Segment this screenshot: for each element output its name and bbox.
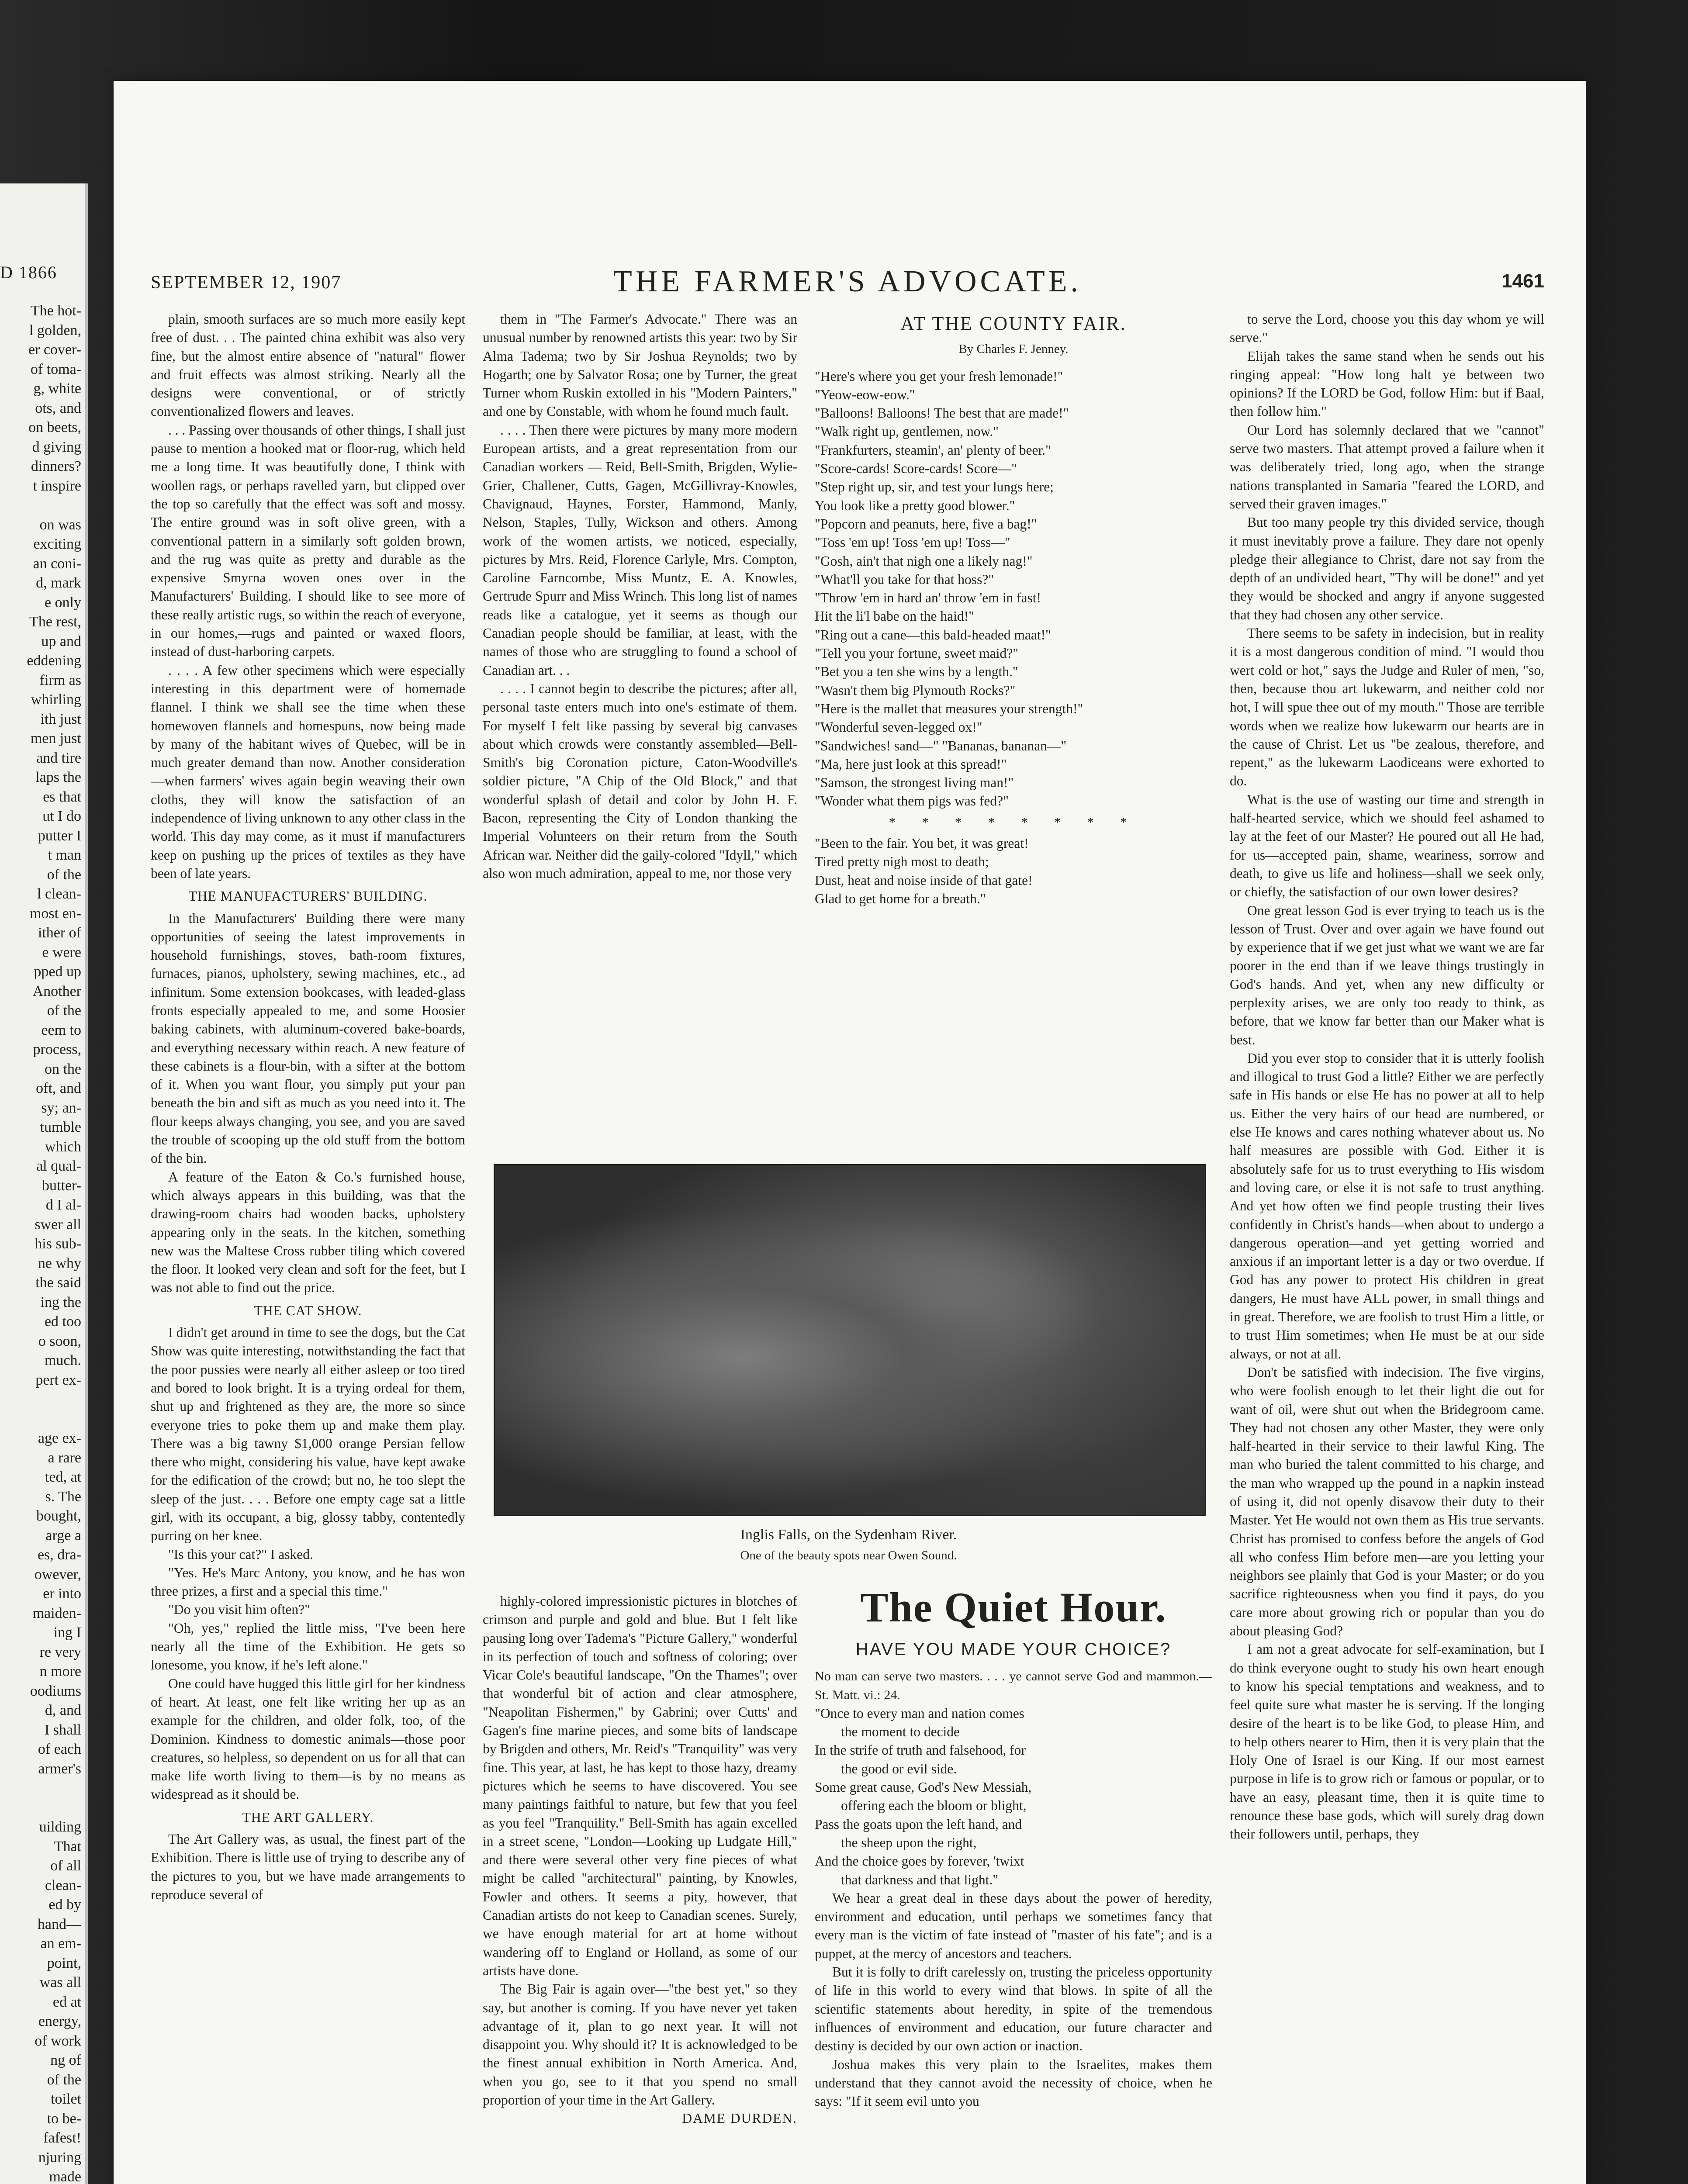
paragraph: . . . . Then there were pictures by many more modern European artists, and a great representation from our Canadian workers — Reid, Bell-Smith, Brigden, Wylie-Grier, Challener, Cutts, Gagen, McGillivray-Knowles, Chavignaud, Haynes, Forster, Hammond, Manly, Nelson, Staples, Tully, Wickson and others. Among work of the women artists, we noticed, especially, pictures by Mrs. Reid, Florence Carlyle, Mrs. Compton, Caroline Farncombe, Miss Muntz, E. A. Knowles, Gertrude Spurr and Miss Wrinch. This long list of names reads like a catalogue, yet it seems as though our Canadian people should be familiar, at least, with the names of those who are struggling to found a school of Canadian art. . . (483, 422, 797, 678)
text-fragment: g, white (33, 380, 81, 397)
photo-figure (485, 1164, 1212, 1562)
column-1 (151, 310, 465, 2184)
text-fragment: I shall (44, 1721, 81, 1738)
poem-line: "Bet you a ten she wins by a length." (815, 664, 1018, 680)
poem-line: the moment to decide (841, 1724, 960, 1740)
text-fragment: ted, at (45, 1469, 81, 1485)
text-fragment: s. The (45, 1488, 81, 1505)
text-fragment: to be- (47, 2110, 81, 2127)
text-fragment: on beets, (28, 419, 81, 435)
poem-line: "Score-cards! Score-cards! Score—" (815, 461, 1017, 477)
previous-page-edge (0, 183, 88, 2184)
text-fragment: The hot- (30, 303, 81, 319)
text-fragment: Another (32, 983, 81, 999)
poem-line: the sheep upon the right, (841, 1835, 977, 1850)
text-fragment: of toma- (30, 361, 81, 377)
running-header (151, 264, 1544, 299)
text-fragment: arge a (45, 1527, 81, 1544)
text-fragment: and tire (36, 750, 81, 766)
text-fragment: d, mark (36, 575, 81, 591)
paragraph: Elijah takes the same stand when he sends out his ringing appeal: "How long halt ye between two opinions? If the LORD be God, follow Him: but if Baal, then follow him." (1230, 348, 1544, 419)
text-fragment: swer all (35, 1216, 81, 1233)
masthead-title: THE FARMER'S ADVOCATE. (613, 265, 1082, 298)
poem-line: Tired pretty nigh most to death; (815, 854, 989, 870)
paragraph: The Art Gallery was, as usual, the finest part of the Exhibition. There is little use of trying to describe any of the pictures to you, but we have made arrangements to reproduce several of (151, 1832, 465, 1902)
text-fragment: ing the (40, 1294, 81, 1310)
paragraph: I didn't get around in time to see the dogs, but the Cat Show was quite interesting, notwithstanding the fact that the poor pussies were nearly all either asleep or too tired and bored to look bright. It is a trying ordeal for them, shut up and frightened as they are, the more so since everyone tries to poke them up and make them play. There was a big tawny $1,000 orange Persian fellow there who might, considering his value, have kept awake for the edification of the crowd; but no, he too slept the sleep of the just. . . . Before one empty cage sat a little girl, with its occupant, a big, glossy tabby, contentedly purring on her knee. (151, 1325, 465, 1544)
text-fragment: o soon, (38, 1333, 81, 1349)
text-fragment: re very (39, 1644, 81, 1660)
text-fragment: d giving (32, 439, 81, 455)
text-fragment: d I al- (45, 1197, 81, 1213)
paragraph: plain, smooth surfaces are so much more easily kept free of dust. . . The painted china exhibit was also very fine, but the almost entire absence of "natural" flower and fruit effects was almost striking. Nearly all the designs were conventional, or of strictly conventionalized flowers and leaves. (151, 311, 465, 419)
text-fragment: pped up (34, 964, 81, 980)
paragraph: to serve the Lord, choose you this day whom ye will serve." (1230, 311, 1544, 346)
poem-line: "Once to every man and nation comes (815, 1705, 1024, 1721)
poem-line: Dust, heat and noise inside of that gate! (815, 872, 1033, 888)
text-fragment: uilding (39, 1819, 81, 1835)
paragraph: "Do you visit him often?" (168, 1602, 310, 1617)
text-fragment: eddening (27, 653, 81, 669)
paragraph: them in "The Farmer's Advocate." There was an unusual number by renowned artists this year: two by Sir Alma Tadema; two by Sir Joshua Reynolds; two by Hogarth; one by Salvator Rosa; one by Turner, the great Turner whom Ruskin extolled in his "Modern Painters," and one by Constable, with whom he found much fault. (483, 311, 797, 419)
text-fragment: a rare (48, 1449, 81, 1466)
paragraph: "Oh, yes," replied the little miss, "I've been here nearly all the time of the Exhibition. He gets so lonesome, you know, if he's left alone." (151, 1620, 465, 1673)
text-fragment: ed by (48, 1897, 81, 1913)
paragraph: . . . Passing over thousands of other things, I shall just pause to mention a hooked mat or floor-rug, which held me a long time. It was beautifully done, I think with woollen rags, or perhaps ravelled yarn, but clipped over the top so carefully that the effect was soft and mossy. The entire ground was in soft olive green, with a conventional pattern in a similarly soft golden brown, and the rug was quite as pretty and durable as the expensive Smyrna woven ones over in the Manufacturers' Building. I should like to see more of these really artistic rugs, so within the reach of everyone, in our homes,—rugs and painted or waxed floors, instead of dust-harboring carpets. (151, 422, 465, 660)
previous-page-text-column (3, 301, 81, 2184)
poem-body (815, 367, 1212, 811)
paragraph: I am not a great advocate for self-examination, but I do think everyone ought to study his own heart enough to know his special temptations and weakness, and to feel quite sure what master he is serving. If the longing desire of the heart is to be like God, to please Him, and to help others nearer to Him, then it is very plain that the Holy One of Israel is our King. If our most earnest purpose in life is to grow rich or famous or popular, or to have an easy, pleasant time, then it is quite time to renounce these base gods, which will surely drag down their followers until, perhaps, they (1230, 1641, 1544, 1842)
text-fragment: e only (44, 594, 81, 611)
text-fragment: an coni- (33, 555, 81, 572)
text-fragment: t man (48, 847, 81, 863)
text-fragment: most en- (29, 905, 81, 922)
text-fragment: es, dra- (37, 1547, 81, 1563)
column-3-poem (815, 310, 1212, 1131)
paragraph: "Is this your cat?" I asked. (168, 1546, 313, 1562)
text-fragment: clean- (45, 1877, 81, 1894)
text-fragment: oft, and (36, 1080, 81, 1096)
text-fragment: fafest! (43, 2130, 81, 2146)
text-fragment: laps the (35, 769, 81, 785)
text-fragment: of all (50, 1858, 81, 1874)
section-heading-art-gallery: THE ART GALLERY. (242, 1809, 374, 1825)
text-fragment: toilet (51, 2091, 81, 2107)
text-fragment: putter I (38, 827, 81, 844)
poem-line: "Gosh, ain't that nigh one a likely nag!" (815, 553, 1033, 569)
paragraph: Don't be satisfied with indecision. The five virgins, who were foolish enough to let their light die out for want of oil, were shut out when the Bridegroom came. They had not chosen any other Master, they were only half-hearted in their service to their lawful King. The man who buried the talent committed to his charge, and the man who wrapped up the pound in a napkin instead of using it, did not openly disavow their duty to their Master. Yet He would not own them as His true servants. Christ has promised to confess before the angels of God all who confess Him before men—are you letting your neighbors see plainly that God is your Master; or do you sacrifice righteousness when you find it pays, do you care more about growing rich or popular than you do about pleasing God? (1230, 1364, 1544, 1639)
column-2-top (483, 310, 797, 1153)
poem-line: the good or evil side. (841, 1761, 957, 1776)
paragraph: One great lesson God is ever trying to teach us is the lesson of Trust. Over and over again we have found out by experience that if we get just what we want we are far poorer in the end than if we leave things trustingly in God's hands. And yet, when any new difficulty or perplexity arises, we are only too ready to think, as before, that we know far better than our Maker what is best. (1230, 902, 1544, 1047)
text-fragment: ng of (50, 2052, 81, 2068)
poem-line: "Here's where you get your fresh lemonade!" (815, 368, 1063, 384)
text-fragment (3, 1798, 81, 1818)
text-fragment: process, (33, 1041, 81, 1057)
text-fragment: l clean- (37, 886, 81, 902)
paragraph: But too many people try this divided service, though it must inevitably prove a failure. They dare not openly pledge their allegiance to Christ, dare not say from the depth of an undivided heart, "Thy will be done!" and yet they would be shocked and angry if anyone suggested that they had chosen any other service. (1230, 515, 1544, 622)
paragraph: A feature of the Eaton & Co.'s furnished house, which always appears in this building, was that the drawing-room chairs had wooden backs, upholstery appearing only in the seats. In the kitchen, something new was the Maltese Cross rubber tiling which covered the floor. It looked very clean and soft for the feet, but I was not able to find out the price. (151, 1169, 465, 1296)
text-fragment: bought, (36, 1508, 81, 1524)
text-fragment: of the (47, 1002, 81, 1019)
paragraph: In the Manufacturers' Building there were many opportunities of seeing the latest improvements in household furnishings, stoves, bath-room fixtures, furnaces, pianos, upholstery, sewing machines, etc., ad infinitum. Some extension bookcases, with leaded-glass fronts especially appealed to me, and some Hoosier baking cabinets, with aluminum-covered bake-boards, and everything necessary within reach. A new feature of these cabinets is a flour-bin, with a sifter at the bottom of it. When you want flour, you simply put your pan beneath the bin and sift as much as you need into it. The flour keeps always changing, you see, and you are saved the trouble of scooping up the old stuff from the bottom of the bin. (151, 910, 465, 1166)
paragraph: "Yes. He's Marc Antony, you know, and he has won three prizes, a first and a special this time." (151, 1565, 465, 1599)
paragraph: highly-colored impressionistic pictures in blotches of crimson and purple and gold and blue. But I felt like pausing long over Tadema's "Picture Gallery," wonderful in its perfection of touch and softness of coloring; over Vicar Cole's beautiful landscape, "On the Thames"; over that wonderful bit of action and clear atmosphere, "Neapolitan Fishermen," by Gabrini; over Cutts' and Gagen's fine marine pieces, and some bits of landscape by Brigden and others, Mr. Reid's "Tranquility" was very fine. This year, at last, he has kept to those hazy, dreamy pictures which he seems to have discovered. You see many paintings faithful to nature, but few that you feel as you feel "Tranquility." Bell-Smith has again excelled in a street scene, "London—Looking up Ludgate Hill," and there were several other very fine pieces of what might be called "architectural" painting, by Knowles, Fowler and others. It seems a pity, however, that Canadian artists do not keep to Canadian scenes. Surely, we have enough material for art at home without wandering off to England or Holland, as some of our artists have done. (483, 1593, 797, 1978)
text-fragment: of work (35, 2032, 81, 2049)
text-fragment: of the (47, 866, 81, 883)
text-fragment (3, 496, 81, 515)
text-fragment: dinners? (31, 458, 81, 474)
text-fragment: age ex- (38, 1430, 81, 1446)
poem-line: "Walk right up, gentlemen, now." (815, 424, 999, 439)
text-fragment: his sub- (35, 1236, 81, 1252)
paragraph: The Big Fair is again over—"the best yet," so they say, but another is coming. If you have never yet taken advantage of it, plan to go next year. It will not disappoint you. Why should it? It is acknowledged to be the finest annual exhibition in North America. And, when you go, see to it that you spend no small proportion of your time in the Art Gallery. (483, 1981, 797, 2108)
text-fragment: of the (47, 2071, 81, 2088)
poem-line: "Wonder what them pigs was fed?" (815, 793, 1009, 809)
text-fragment: firm as (39, 672, 81, 688)
column-3-quiet-hour (815, 1583, 1212, 2184)
poem-line: "Frankfurters, steamin', an' plenty of beer." (815, 442, 1051, 458)
section-divider-stars: * * * * * * * * (889, 814, 1138, 830)
text-fragment: d, and (45, 1702, 81, 1718)
text-fragment: pert ex- (35, 1372, 81, 1388)
text-fragment: oodiums (30, 1683, 81, 1699)
quiet-hour-title: The Quiet Hour. (860, 1584, 1167, 1631)
text-fragment: exciting (33, 536, 81, 552)
text-fragment: up and (41, 633, 81, 650)
text-fragment: sy; an- (41, 1099, 81, 1116)
text-fragment: butter- (42, 1177, 81, 1194)
text-fragment: njuring (38, 2149, 81, 2166)
poem-line: "Yeow-eow-eow." (815, 387, 915, 402)
text-fragment (3, 1410, 81, 1429)
poem-line: "Popcorn and peanuts, here, five a bag!" (815, 516, 1037, 532)
text-fragment: on was (39, 516, 81, 533)
previous-page-header: D 1866 (0, 263, 57, 282)
poem-line: In the strife of truth and falsehood, for (815, 1742, 1026, 1758)
page-number: 1461 (1501, 270, 1544, 292)
quiet-hour-subtitle: HAVE YOU MADE YOUR CHOICE? (855, 1640, 1172, 1659)
poem-line: Hit the li'l babe on the haid!" (815, 608, 974, 624)
poem-line: Glad to get home for a breath." (815, 891, 986, 906)
scripture-verse: No man can serve two masters. . . . ye cannot serve God and mammon.—St. Matt. vi.: 24. (815, 1669, 1212, 1702)
poem-line: "Ma, here just look at this spread!" (815, 756, 1007, 772)
poem-line: "Step right up, sir, and test your lungs here; (815, 479, 1054, 495)
paragraph: One could have hugged this little girl for her kindness of heart. At least, one felt like writing her up as an example for the children, and older folk, too, of the Dominion. Kindness to domestic animals—those poor creatures, so helpless, so dependent on us for all that can make life worth living to them—is by no means as widespread as it should be. (151, 1676, 465, 1802)
text-fragment: er cover- (28, 342, 81, 358)
paragraph: What is the use of wasting our time and strength in half-hearted service, which we should feel ashamed to lay at the feet of our Master? He poured out all He had, for us—accepted pain, shame, weariness, sorrow and death, to give us life and holiness—shall we seek only, or chiefly, the satisfaction of our own lower desires? (1230, 791, 1544, 900)
text-fragment: an em- (40, 1935, 81, 1952)
text-fragment: maiden- (32, 1605, 81, 1621)
paragraph: There seems to be safety in indecision, but in reality it is a most dangerous condition of mind. "I would thou wert cold or hot," says the Judge and Ruler of men, "so, then, because thou art lukewarm, and neither cold nor hot, I will spue thee out of my mouth." Those are terrible words when we realize how lukewarm our hearts are in the cause of Christ. Let us "be zealous, therefore, and repent," as the lukewarm Laodiceans were exhorted to do. (1230, 625, 1544, 789)
text-fragment: energy, (38, 2013, 81, 2029)
poem-line: offering each the bloom or blight, (841, 1798, 1027, 1814)
text-fragment: es that (43, 788, 81, 805)
text-fragment: t inspire (33, 477, 81, 494)
text-fragment: ed too (44, 1313, 81, 1330)
paragraph: Did you ever stop to consider that it is utterly foolish and illogical to trust God a little? Either we are perfectly safe in His hands or else He has no power at all to help us. Either the very hairs of our head are numbered, or else He knows and cares nothing whatever about us. No half measures are possible with God. Either it is absolutely safe for us to trust everything to His wisdom and loving care, or else it is not safe to trust anything. And yet how often we find people trusting their lives confidently in Christ's hands—when about to undergo a dangerous operation—and yet getting worried and anxious if an important letter is a day or two overdue. If God has any power to protect His children in great dangers, He must have ALL power, in small things and in great. Therefore, we are foolish to trust Him a little, or to trust Him sometimes; when He must be at our side always, or not at all. (1230, 1050, 1544, 1362)
column-4 (1230, 310, 1544, 2184)
text-fragment: ith just (40, 711, 81, 727)
text-fragment: the said (35, 1275, 81, 1291)
waterfall-photograph (494, 1164, 1206, 1516)
text-fragment: made (49, 2169, 81, 2184)
paragraph: We hear a great deal in these days about the power of heredity, environment and education, until perhaps we sometimes fancy that every man is the victim of fate instead of "master of his fate"; and is a puppet, at the mercy of ancestors and teachers. (815, 1890, 1212, 1961)
text-fragment: whirling (31, 691, 81, 708)
poem-byline: By Charles F. Jenney. (958, 342, 1069, 356)
text-fragment: That (54, 1838, 81, 1855)
poem-line: "Throw 'em in hard an' throw 'em in fast! (815, 590, 1041, 606)
poem-line: that darkness and that light." (841, 1872, 999, 1887)
text-fragment (3, 1779, 81, 1798)
text-fragment: tumble (40, 1119, 81, 1135)
text-fragment: ne why (38, 1255, 81, 1272)
poem-line: "Tell you your fortune, sweet maid?" (815, 646, 1019, 661)
poem-line: "Samson, the strongest living man!" (815, 775, 1014, 791)
poem-ending (815, 834, 1212, 908)
text-fragment: e were (42, 944, 81, 961)
poem-line: "Ring out a cane—this bald-headed maat!" (815, 627, 1051, 643)
text-fragment: l golden, (29, 322, 81, 339)
poem-line: You look like a pretty good blower." (815, 498, 1015, 513)
text-fragment: much. (44, 1352, 81, 1368)
text-fragment: ing I (53, 1624, 81, 1641)
poem-line: Pass the goats upon the left hand, and (815, 1816, 1022, 1832)
paragraph: . . . . I cannot begin to describe the pictures; after all, personal taste enters much into one's estimate of them. For myself I felt like passing by several big canvases about which crowds were constantly assembled—Bell-Smith's big Coronation picture, Caton-Woodville's soldier picture, "A Chip of the Old Block," and that wonderful splash of detail and color by John H. F. Bacon, representing the City of London thanking the Imperial Volunteers on their return from the South African war. Neither did the gaily-colored "Idyll," which also won much admiration, appeal to me, nor those very (483, 681, 797, 881)
paragraph: But it is folly to drift carelessly on, trusting the priceless opportunity of life in this world to every wind that blows. In spite of all the scientific statements about heredity, in spite of the tremendous influences of environment and education, our future character and destiny is decided by our own action or inaction. (815, 1964, 1212, 2054)
photo-caption: Inglis Falls, on the Sydenham River. (740, 1527, 957, 1543)
text-fragment: The rest, (29, 614, 81, 630)
text-fragment: ut I do (42, 808, 81, 824)
text-fragment: was all (39, 1974, 81, 1990)
paragraph: Joshua makes this very plain to the Israelites, makes them understand that they cannot avoid the necessity of choice, when he says: "If it seem evil unto you (815, 2056, 1212, 2109)
poem-line: "What'll you take for that hoss?" (815, 571, 994, 587)
column-2-bottom (483, 1592, 797, 2184)
paragraph: Our Lord has solemnly declared that we "cannot" serve two masters. That attempt proved a failure when it was deliberately tried, long ago, when the strange nations transplanted in Samaria "feared the LORD, and served their graven images." (1230, 422, 1544, 511)
text-fragment: of each (38, 1741, 81, 1757)
poem-line: And the choice goes by forever, 'twixt (815, 1853, 1024, 1869)
poem-line: "Here is the mallet that measures your strength!" (815, 701, 1083, 716)
poem-title: AT THE COUNTY FAIR. (900, 313, 1127, 334)
newspaper-page (114, 81, 1586, 2184)
text-fragment: point, (47, 1955, 81, 1971)
text-fragment: eem to (41, 1022, 81, 1038)
photo-subcaption: One of the beauty spots near Owen Sound. (740, 1548, 957, 1562)
signature: DAME DURDEN. (682, 2111, 797, 2126)
section-heading-manufacturers: THE MANUFACTURERS' BUILDING. (188, 888, 428, 904)
text-fragment: hand— (37, 1916, 81, 1932)
text-fragment: ots, and (35, 400, 81, 416)
text-fragment (3, 1390, 81, 1410)
text-fragment: er into (43, 1586, 81, 1602)
poem-line: "Toss 'em up! Toss 'em up! Toss—" (815, 535, 1010, 550)
poem-line: "Balloons! Balloons! The best that are made!" (815, 405, 1069, 421)
text-fragment: n more (39, 1663, 81, 1679)
paragraph: . . . . A few other specimens which were especially interesting in this department were of homemade flannel. I think we shall see the time when these homewoven flannels and homespuns, now being made by many of the habitant wives of Quebec, will be in much greater demand than now. Another consideration—when farmers' wives again begin weaving their own cloths, they will know the satisfaction of an independence of living unknown to any other class in the world. This day may come, as it must if manufacturers keep on pushing up the prices of textiles as they have been of late years. (151, 662, 465, 881)
poem-line: "Sandwiches! sand—" "Bananas, bananan—" (815, 738, 1067, 753)
text-fragment: owever, (34, 1566, 81, 1583)
poem-line: "Been to the fair. You bet, it was great! (815, 836, 1029, 851)
section-heading-cat-show: THE CAT SHOW. (254, 1303, 362, 1318)
text-fragment: which (45, 1138, 81, 1155)
issue-date: SEPTEMBER 12, 1907 (151, 273, 342, 293)
text-fragment: ed at (52, 1994, 81, 2010)
text-fragment: ither of (38, 925, 81, 941)
text-fragment: men just (30, 730, 81, 746)
text-fragment: on the (44, 1061, 81, 1077)
quiet-hour-poem (815, 1704, 1212, 1889)
text-fragment: armer's (38, 1760, 81, 1777)
poem-line: "Wonderful seven-legged ox!" (815, 719, 982, 735)
poem-line: "Wasn't them big Plymouth Rocks?" (815, 682, 1016, 698)
poem-line: Some great cause, God's New Messiah, (815, 1780, 1032, 1795)
text-fragment: al qual- (36, 1158, 81, 1174)
